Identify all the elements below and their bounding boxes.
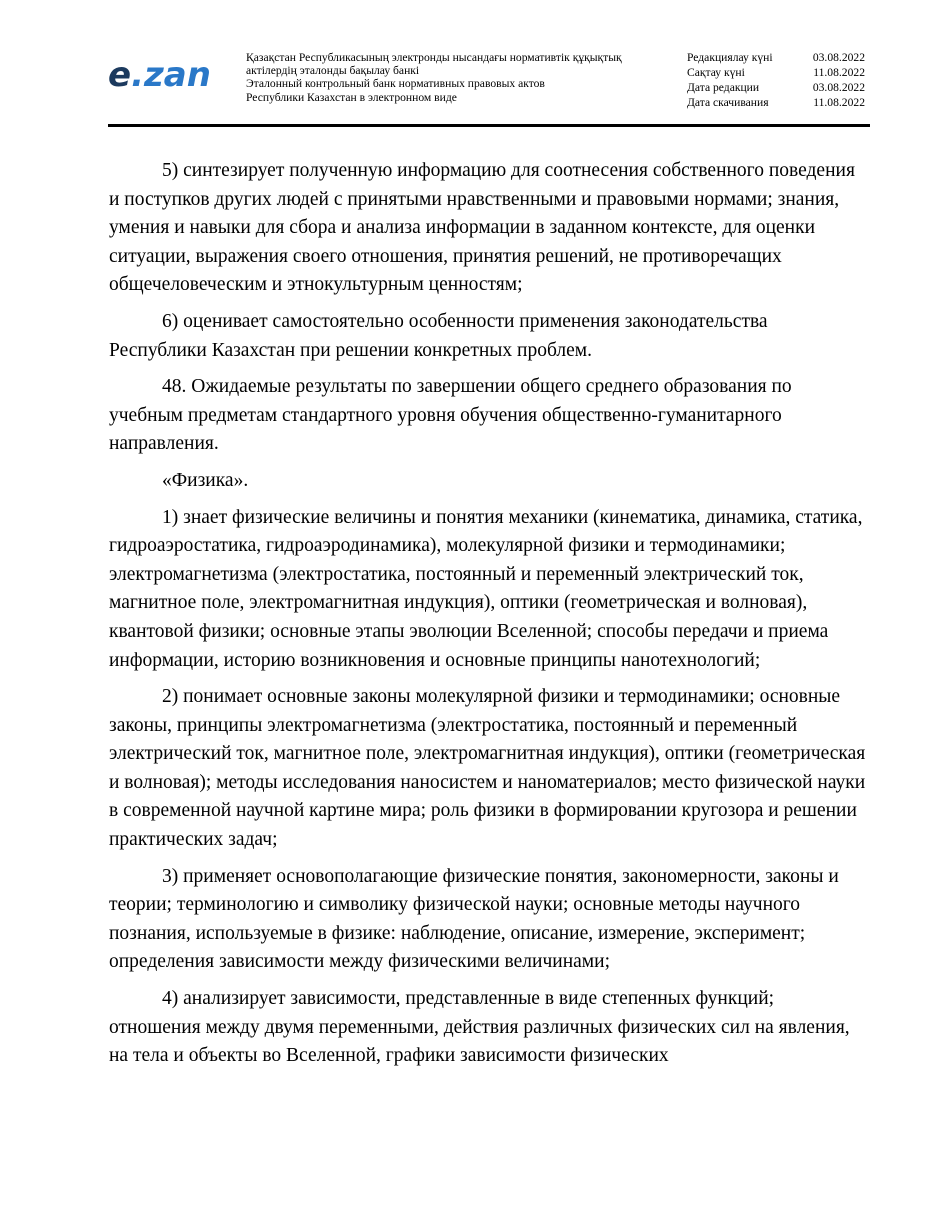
meta-value: 03.08.2022 (812, 81, 865, 94)
header-divider (108, 124, 870, 127)
body-paragraph: 6) оценивает самостоятельно особенности применения законодательства Республики Казахстан при решении конкретных проблем. (109, 310, 768, 361)
header-org-line: Эталонный контрольный банк нормативных правовых актов (246, 77, 545, 91)
logo-zan: zan (143, 55, 211, 95)
header-org-line: Республики Казахстан в электронном виде (246, 90, 457, 104)
meta-row (687, 80, 865, 95)
body-paragraph: 48. Ожидаемые результаты по завершении общего среднего образования по учебным предметам стандартного уровня обучения общественно-гуманитарного направления. (109, 376, 792, 455)
meta-label: Дата скачивания (687, 96, 769, 109)
meta-label: Дата редакции (687, 81, 760, 94)
meta-row (687, 65, 865, 80)
body-paragraph: 3) применяет основополагающие физические понятия, закономерности, законы и теории; терминологию и символику физической науки; основные методы научного познания, используемые в физике: наблюдение, описание, измерение, эксперимент; определения зависимости между физическими величинами; (109, 865, 839, 973)
body-paragraph: «Физика». (162, 469, 249, 491)
body-paragraph: 1) знает физические величины и понятия механики (кинематика, динамика, статика, гидроаэростатика, гидроаэродинамика), молекулярной физики и термодинамики; электромагнетизма (электростатика, постоянный и переменный электрический ток, магнитное поле, электромагнитная индукция), оптики (геометрическая и волновая), квантовой физики; основные этапы эволюции Вселенной; способы передачи и приема информации, историю возникновения и основные принципы нанотехнологий; (109, 506, 863, 671)
meta-value: 03.08.2022 (812, 51, 865, 64)
header-organization (246, 51, 666, 104)
meta-label: Сақтау күні (687, 66, 745, 79)
svg-text:e.zan (108, 55, 211, 95)
ezan-logo (108, 52, 218, 96)
document-body (109, 157, 869, 1079)
meta-label: Редакциялау күні (687, 51, 773, 64)
header-org-line: Қазақстан Республикасының электронды нысандағы нормативтік құқықтық (246, 51, 622, 64)
logo-e: e (108, 55, 132, 95)
body-paragraph: 5) синтезирует полученную информацию для соотнесения собственного поведения и поступков других людей с принятыми нравственными и правовыми нормами; знания, умения и навыки для сбора и анализа информации в заданном контексте, для оценки ситуации, выражения своего отношения, принятия решений, не противоречащих общечеловеческим и этнокультурным ценностям; (109, 160, 855, 296)
body-paragraph: 2) понимает основные законы молекулярной физики и термодинамики; основные законы, принципы электромагнетизма (электростатика, постоянный и переменный электрический ток, магнитное поле, электромагнитная индукция), оптики (геометрическая и волновая); методы исследования наносистем и наноматериалов; место физической науки в современной научной картине мира; роль физики в формировании кругозора и решении практических задач; (109, 686, 866, 851)
header-org-line: актілердің эталонды бақылау банкі (246, 64, 420, 78)
meta-row (687, 95, 865, 110)
logo-dot: . (131, 55, 144, 95)
meta-value: 11.08.2022 (813, 96, 865, 109)
meta-row (687, 50, 865, 65)
body-paragraph: 4) анализирует зависимости, представленные в виде степенных функций; отношения между двумя переменными, действия различных физических сил на явления, на тела и объекты во Вселенной, графики зависимости физических (109, 988, 850, 1067)
header-meta (687, 50, 865, 110)
meta-value: 11.08.2022 (813, 66, 865, 79)
